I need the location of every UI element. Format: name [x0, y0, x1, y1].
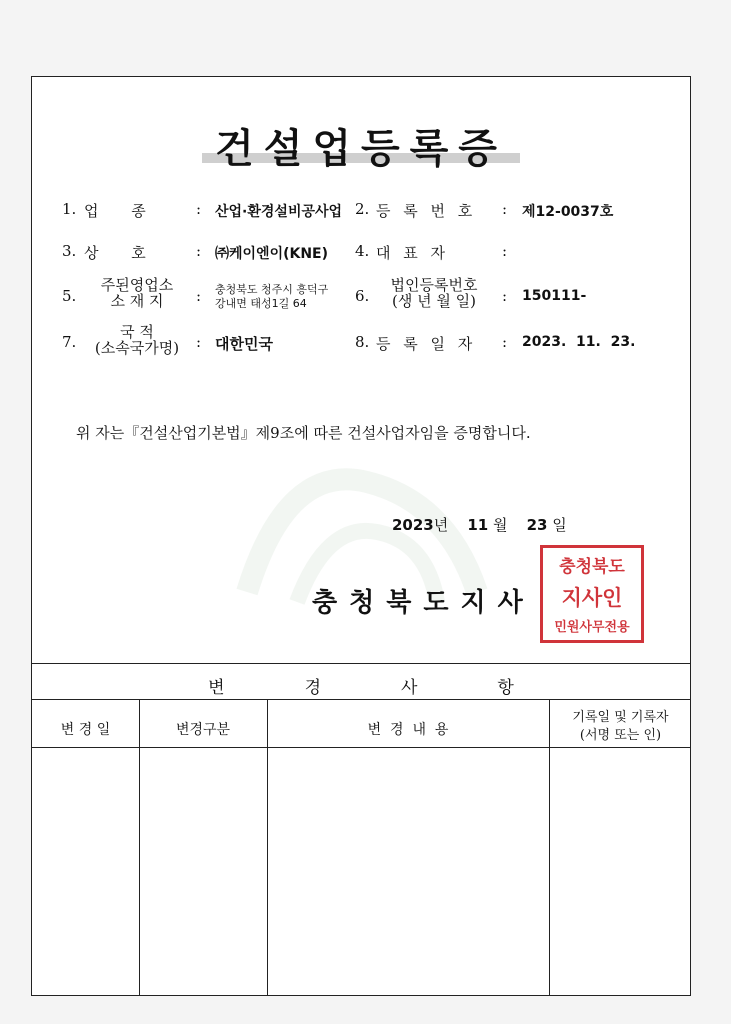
changes-top-border [32, 663, 690, 664]
seal-line3: 민원사무전용 [554, 620, 630, 635]
field-1-label: 업 종 [84, 202, 147, 220]
field-2-value: 제12-0037호 [522, 204, 614, 220]
field-6-number: 6. [355, 287, 370, 305]
field-6-colon: : [502, 287, 508, 305]
field-7-colon: : [196, 333, 202, 351]
field-7-label-line2: (소속국가명) [94, 339, 180, 357]
field-8-colon: : [502, 333, 508, 351]
field-6-label-line2: (생 년 월 일) [392, 292, 476, 310]
field-5-value [215, 283, 328, 311]
issuer-name: 충청북도지사 [312, 588, 535, 618]
field-2-label: 등 록 번 호 [376, 202, 477, 220]
field-2-colon: : [502, 200, 508, 218]
field-3-label: 상 호 [84, 244, 147, 262]
column-divider-2 [267, 699, 268, 995]
field-1-value: 산업·환경설비공사업 [215, 204, 343, 220]
field-8-value: 2023. 11. 23. [522, 334, 636, 350]
field-7-value: 대한민국 [215, 335, 273, 353]
field-5-value-line2: 강내면 태성1길 64 [215, 297, 307, 310]
issue-year-unit: 년 [433, 516, 449, 534]
field-5-label-line1: 주된영업소 [100, 276, 174, 294]
field-2-number: 2. [355, 200, 370, 218]
field-1-colon: : [196, 200, 202, 218]
column-header-recorder-line1: 기록일 및 기록자 [572, 710, 669, 725]
official-seal [540, 545, 644, 643]
issue-day: 23 [526, 516, 548, 534]
field-6-label-line1: 법인등록번호 [390, 276, 478, 294]
document-title: 건설업등록증 [215, 126, 507, 172]
issue-day-unit: 일 [552, 516, 567, 534]
field-7-label-line1: 국 적 [120, 323, 154, 341]
field-4-colon: : [502, 242, 508, 260]
column-header-change-type: 변경구분 [175, 722, 231, 738]
field-1-number: 1. [62, 200, 77, 218]
seal-line1: 충청북도 [559, 557, 625, 577]
issue-year: 2023 [392, 516, 434, 534]
changes-column-header-border [32, 747, 690, 748]
certificate-sheet [31, 76, 691, 996]
column-header-recorder-line2: (서명 또는 인) [579, 728, 662, 743]
column-header-change-date: 변 경 일 [60, 722, 111, 738]
issue-date [392, 514, 567, 535]
field-5-colon: : [196, 287, 202, 305]
field-5-value-line1: 충청북도 청주시 흥덕구 [215, 283, 329, 296]
field-3-value: ㈜케이엔이(KNE) [215, 246, 329, 262]
changes-header-border [32, 699, 690, 700]
column-header-recorder [549, 709, 692, 745]
field-6-value: 150111- [522, 288, 587, 304]
field-3-number: 3. [62, 242, 77, 260]
field-6-label [374, 277, 494, 309]
certification-statement: 위 자는『건설산업기본법』제9조에 따른 건설사업자임을 증명합니다. [76, 424, 531, 442]
issue-month: 11 [467, 516, 489, 534]
changes-title: 변경사항 [208, 678, 594, 698]
seal-line2: 지사인 [561, 586, 623, 610]
field-4-number: 4. [355, 242, 370, 260]
field-4-label: 대 표 자 [376, 244, 447, 262]
field-5-number: 5. [62, 287, 77, 305]
field-3-colon: : [196, 242, 202, 260]
field-7-number: 7. [62, 333, 77, 351]
field-7-label [82, 324, 192, 356]
column-divider-1 [139, 699, 140, 995]
field-5-label-line2: 소 재 지 [110, 292, 164, 310]
issue-month-unit: 월 [492, 516, 508, 534]
field-5-label [82, 277, 192, 309]
field-8-label: 등 록 일 자 [376, 335, 477, 353]
field-8-number: 8. [355, 333, 370, 351]
column-header-change-details: 변 경 내 용 [367, 722, 449, 738]
